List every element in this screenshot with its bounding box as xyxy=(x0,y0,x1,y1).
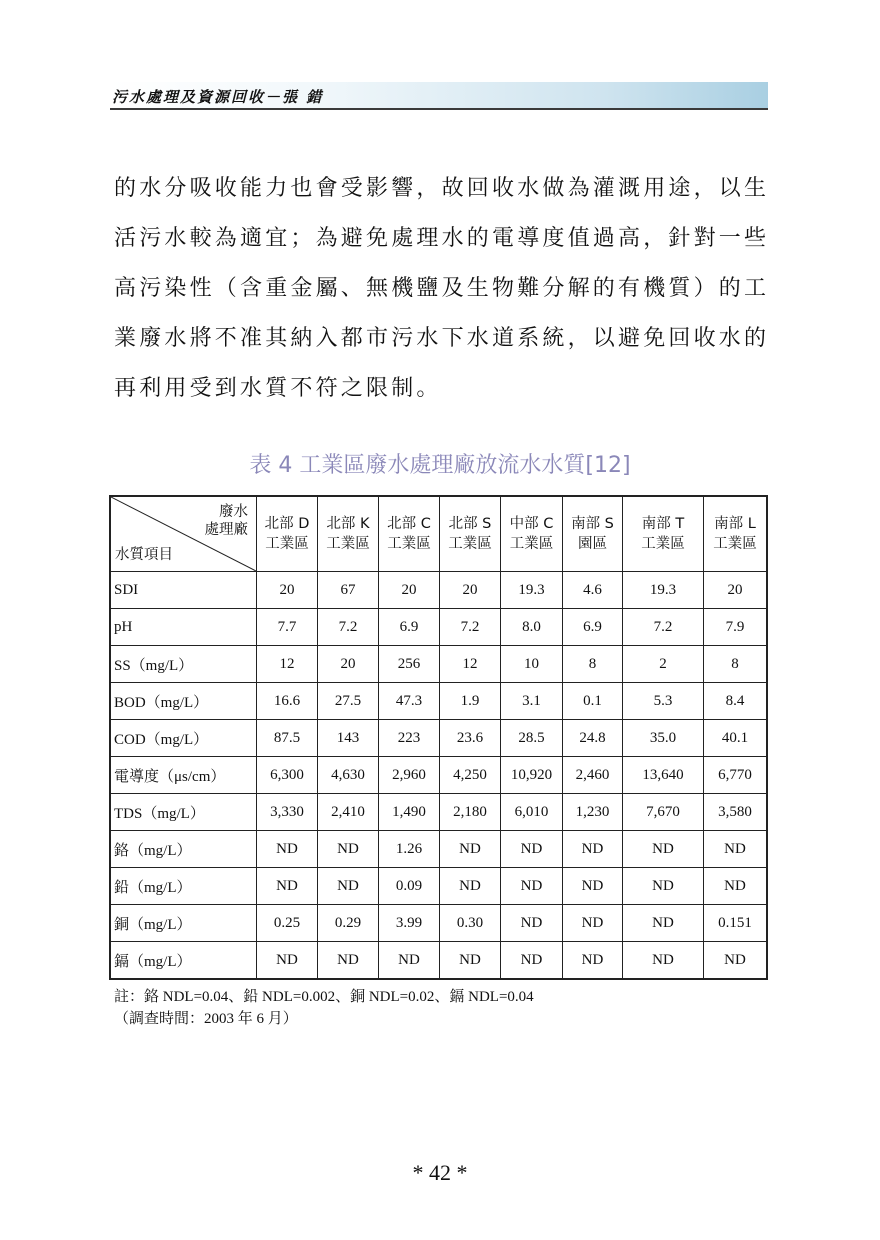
table-cell: 3,580 xyxy=(704,794,768,831)
column-header-line1: 南部 L xyxy=(714,516,756,532)
body-line: 業廢水將不准其納入都市污水下水道系統，以避免回收水的 xyxy=(114,326,770,351)
table-cell: 7,670 xyxy=(623,794,704,831)
table-cell: 10,920 xyxy=(501,757,563,794)
table-cell: 6,770 xyxy=(704,757,768,794)
table-cell: 2 xyxy=(623,646,704,683)
body-line: 再利用受到水質不符之限制。 xyxy=(114,376,442,401)
body-line: 高污染性（含重金屬、無機鹽及生物難分解的有機質）的工 xyxy=(114,276,770,301)
table-row xyxy=(110,757,767,794)
table-cell: 19.3 xyxy=(501,572,563,609)
table-cell: 2,180 xyxy=(440,794,501,831)
table-row xyxy=(110,905,767,942)
column-header-line1: 北部 D xyxy=(264,516,310,532)
corner-top-line1: 廢水 xyxy=(219,504,248,520)
table-cell: 7.2 xyxy=(623,609,704,646)
note-survey-date: （調查時間：2003 年 6 月） xyxy=(114,1011,298,1027)
corner-top-line2: 處理廠 xyxy=(204,522,248,538)
table-cell: 0.30 xyxy=(440,905,501,942)
table-cell: 12 xyxy=(257,646,318,683)
table-cell: 47.3 xyxy=(379,683,440,720)
body-line: 的水分吸收能力也會受影響，故回收水做為灌溉用途，以生 xyxy=(114,176,770,201)
table-cell: 20 xyxy=(704,572,768,609)
note-detection-limits: 註：鉻 NDL=0.04、鉛 NDL=0.002、銅 NDL=0.02、鎘 NDL=0.04 xyxy=(114,989,534,1005)
table-cell: ND xyxy=(563,942,623,980)
table-cell: ND xyxy=(623,868,704,905)
table-cell: 16.6 xyxy=(257,683,318,720)
table-row xyxy=(110,868,767,905)
table-cell: 0.25 xyxy=(257,905,318,942)
table-cell: ND xyxy=(704,831,768,868)
table-cell: 6.9 xyxy=(563,609,623,646)
table-cell: 143 xyxy=(318,720,379,757)
row-label: COD（mg/L） xyxy=(110,720,257,757)
table-cell: 4,250 xyxy=(440,757,501,794)
table-cell: ND xyxy=(563,868,623,905)
column-header xyxy=(623,496,704,572)
table-cell: ND xyxy=(501,868,563,905)
column-header xyxy=(379,496,440,572)
table-cell: 0.29 xyxy=(318,905,379,942)
table-cell: ND xyxy=(318,942,379,980)
column-header-line1: 北部 K xyxy=(326,516,370,532)
column-header xyxy=(563,496,623,572)
table-cell: 3.99 xyxy=(379,905,440,942)
row-label: BOD（mg/L） xyxy=(110,683,257,720)
table-cell: ND xyxy=(318,831,379,868)
table-cell: 87.5 xyxy=(257,720,318,757)
table-cell: ND xyxy=(318,868,379,905)
table-row xyxy=(110,646,767,683)
table-cell: 2,960 xyxy=(379,757,440,794)
table-cell: ND xyxy=(257,831,318,868)
table-cell: 10 xyxy=(501,646,563,683)
table-cell: ND xyxy=(501,942,563,980)
table-row xyxy=(110,942,767,980)
table-cell: ND xyxy=(623,905,704,942)
table-cell: 256 xyxy=(379,646,440,683)
column-header xyxy=(318,496,379,572)
table-cell: ND xyxy=(257,942,318,980)
table-cell: 7.9 xyxy=(704,609,768,646)
table-cell: 1,230 xyxy=(563,794,623,831)
table-cell: 6,300 xyxy=(257,757,318,794)
table-cell: 23.6 xyxy=(440,720,501,757)
column-header-line2: 工業區 xyxy=(509,536,554,552)
table-cell: 24.8 xyxy=(563,720,623,757)
table-cell: 7.2 xyxy=(440,609,501,646)
column-header-line2: 工業區 xyxy=(448,536,492,552)
table-cell: ND xyxy=(501,905,563,942)
table-cell: ND xyxy=(440,942,501,980)
column-header-line1: 中部 C xyxy=(509,516,554,532)
corner-top-label xyxy=(205,503,249,539)
table-cell: 5.3 xyxy=(623,683,704,720)
table-cell: 2,460 xyxy=(563,757,623,794)
row-label: 電導度（μs/cm） xyxy=(110,757,257,794)
column-header xyxy=(704,496,768,572)
table-cell: 35.0 xyxy=(623,720,704,757)
page-number: * 42 * xyxy=(412,1160,468,1185)
table-cell: ND xyxy=(563,831,623,868)
water-quality-table xyxy=(109,495,768,980)
running-header-title: 污水處理及資源回收－張 錯 xyxy=(112,88,324,106)
table-cell: 13,640 xyxy=(623,757,704,794)
table-cell: 20 xyxy=(440,572,501,609)
table-cell: 4.6 xyxy=(563,572,623,609)
table-cell: ND xyxy=(440,868,501,905)
table-cell: 20 xyxy=(257,572,318,609)
row-label: 銅（mg/L） xyxy=(110,905,257,942)
column-header-line2: 工業區 xyxy=(641,536,685,552)
column-header-line2: 工業區 xyxy=(713,536,757,552)
table-cell: 3,330 xyxy=(257,794,318,831)
table-cell: ND xyxy=(440,831,501,868)
column-header-line1: 北部 S xyxy=(448,516,492,532)
table-cell: 19.3 xyxy=(623,572,704,609)
body-paragraph xyxy=(114,164,774,414)
table-cell: 27.5 xyxy=(318,683,379,720)
column-header-line1: 南部 S xyxy=(571,516,614,532)
table-row xyxy=(110,683,767,720)
table-header-row xyxy=(110,496,767,572)
table-cell: 0.1 xyxy=(563,683,623,720)
table-row xyxy=(110,572,767,609)
table-cell: ND xyxy=(257,868,318,905)
row-label: 鉻（mg/L） xyxy=(110,831,257,868)
table-cell: 3.1 xyxy=(501,683,563,720)
table-cell: 223 xyxy=(379,720,440,757)
column-header-line2: 工業區 xyxy=(387,536,431,552)
table-cell: 1,490 xyxy=(379,794,440,831)
table-row xyxy=(110,609,767,646)
table-corner-cell xyxy=(110,496,257,572)
table-cell: ND xyxy=(623,942,704,980)
table-row xyxy=(110,794,767,831)
column-header-line1: 南部 T xyxy=(641,516,685,532)
row-label: SDI xyxy=(110,572,257,609)
table-cell: 4,630 xyxy=(318,757,379,794)
table-cell: 12 xyxy=(440,646,501,683)
table-cell: ND xyxy=(704,942,768,980)
table-caption: 表 4 工業區廢水處理廠放流水水質[12] xyxy=(249,453,631,478)
table-cell: 7.7 xyxy=(257,609,318,646)
table-cell: 20 xyxy=(379,572,440,609)
row-label: 鉛（mg/L） xyxy=(110,868,257,905)
table-cell: 6,010 xyxy=(501,794,563,831)
table-cell: 2,410 xyxy=(318,794,379,831)
row-label: SS（mg/L） xyxy=(110,646,257,683)
column-header xyxy=(440,496,501,572)
table-cell: 40.1 xyxy=(704,720,768,757)
table-cell: 0.151 xyxy=(704,905,768,942)
table-row xyxy=(110,831,767,868)
table-cell: 67 xyxy=(318,572,379,609)
table-row xyxy=(110,720,767,757)
column-header xyxy=(501,496,563,572)
column-header-line2: 園區 xyxy=(578,536,607,552)
table-cell: 0.09 xyxy=(379,868,440,905)
table-body xyxy=(110,572,767,980)
table-cell: ND xyxy=(704,868,768,905)
row-label: 鎘（mg/L） xyxy=(110,942,257,980)
table-cell: ND xyxy=(379,942,440,980)
table-cell: 1.26 xyxy=(379,831,440,868)
table-note xyxy=(114,986,534,1030)
table-cell: 8.0 xyxy=(501,609,563,646)
column-header-line1: 北部 C xyxy=(387,516,431,532)
column-header-line2: 工業區 xyxy=(265,536,309,552)
table-cell: 20 xyxy=(318,646,379,683)
corner-bottom-label: 水質項目 xyxy=(115,547,173,563)
table-cell: 8.4 xyxy=(704,683,768,720)
column-header-line2: 工業區 xyxy=(326,536,370,552)
row-label: TDS（mg/L） xyxy=(110,794,257,831)
table-cell: ND xyxy=(563,905,623,942)
table-cell: ND xyxy=(623,831,704,868)
table-cell: 8 xyxy=(704,646,768,683)
column-header xyxy=(257,496,318,572)
body-line: 活污水較為適宜；為避免處理水的電導度值過高，針對一些 xyxy=(114,226,770,251)
table-cell: 28.5 xyxy=(501,720,563,757)
table-cell: 1.9 xyxy=(440,683,501,720)
table-cell: ND xyxy=(501,831,563,868)
table-cell: 7.2 xyxy=(318,609,379,646)
table-cell: 6.9 xyxy=(379,609,440,646)
row-label: pH xyxy=(110,609,257,646)
table-cell: 8 xyxy=(563,646,623,683)
